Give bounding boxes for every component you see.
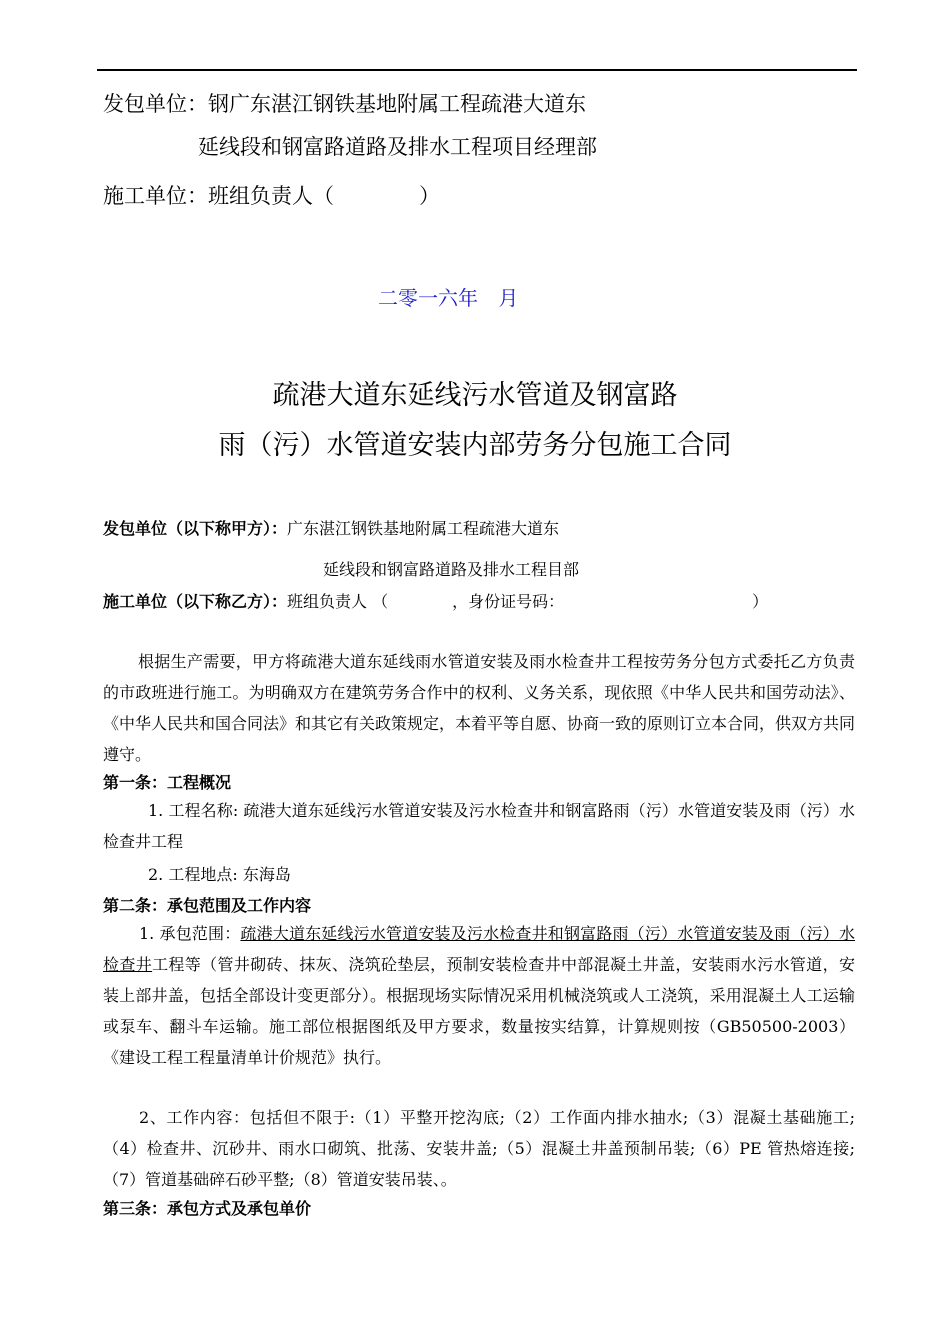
contract-title-line2: 雨（污）水管道安装内部劳务分包施工合同 [218, 430, 732, 461]
party-b [103, 589, 768, 612]
cover-contractor-text: 班组负责人（ [208, 184, 334, 208]
cover-contractor [103, 180, 440, 210]
article2-item2: 2、工作内容：包括但不限于:（1）平整开挖沟底;（2）工作面内排水抽水;（3）混凝土基础施工;（4）检查井、沉砂井、雨水口砌筑、批荡、安装井盖;（5）混凝土井盖预制吊装;（6）PE 管热熔连接;（7）管道基础碎石砂平整;（8）管道安装吊装、。 [103, 1108, 855, 1189]
article2-heading: 第二条：承包范围及工作内容 [103, 896, 312, 915]
header-rule [97, 69, 857, 71]
cover-contractor-label: 施工单位： [103, 184, 208, 208]
party-b-id: ，身份证号码： [452, 592, 565, 611]
article2-item1 [103, 918, 855, 1073]
article1-item1: 1. 工程名称: 疏港大道东延线污水管道安装及污水检查井和钢富路雨（污）水管道安装及雨（污）水检查井工程 [103, 801, 855, 851]
cover-employer-label: 发包单位： [103, 92, 208, 116]
article2-item1-rest: 工程等（管井砌砖、抹灰、浇筑砼垫层，预制安装检查井中部混凝土井盖，安装雨水污水管道，安装上部井盖，包括全部设计变更部分）。根据现场实际情况采用机械浇筑或人工浇筑，采用混凝土人工运输或泵车、翻斗车运输。施工部位根据图纸及甲方要求，数量按实结算，计算规则按（GB50500-2003）《建设工程工程量清单计价规范》执行。 [103, 955, 855, 1067]
contract-title-line1: 疏港大道东延线污水管道及钢富路 [272, 380, 678, 411]
party-a-line1: 广东湛江钢铁基地附属工程疏港大道东 [287, 519, 560, 538]
cover-date: 二零一六年 月 [378, 286, 519, 310]
party-b-text: 班组负责人 （ [287, 592, 389, 611]
cover-contractor-close: ） [419, 184, 440, 208]
party-b-close: ） [752, 592, 769, 611]
party-b-label: 施工单位（以下称乙方）： [103, 592, 288, 611]
cover-employer-line1: 钢广东湛江钢铁基地附属工程疏港大道东 [208, 92, 586, 116]
article1-item2: 2. 工程地点: 东海岛 [148, 865, 291, 884]
article1-heading: 第一条：工程概况 [103, 773, 232, 792]
intro-paragraph: 根据生产需要，甲方将疏港大道东延线雨水管道安装及雨水检查井工程按劳务分包方式委托乙方负责的市政班进行施工。为明确双方在建筑劳务合作中的权利、义务关系，现依照《中华人民共和国劳动法》、《中华人民共和国合同法》和其它有关政策规定，本着平等自愿、协商一致的原则订立本合同，供双方共同遵守。 [103, 652, 856, 764]
cover-employer [103, 88, 586, 118]
party-a [103, 516, 559, 539]
article2-item1-scope: 疏港大道东延线污水管道安装及污水检查井和钢富路雨（污）水管道安装及雨（污）水检查井 [103, 924, 855, 974]
cover-employer-line2: 延线段和钢富路道路及排水工程项目经理部 [198, 135, 597, 159]
party-a-line2: 延线段和钢富路道路及排水工程目部 [323, 560, 580, 579]
article3-heading: 第三条：承包方式及承包单价 [103, 1199, 312, 1218]
article2-item1-prefix: 1. 承包范围： [139, 924, 241, 943]
party-a-label: 发包单位（以下称甲方）： [103, 519, 288, 538]
